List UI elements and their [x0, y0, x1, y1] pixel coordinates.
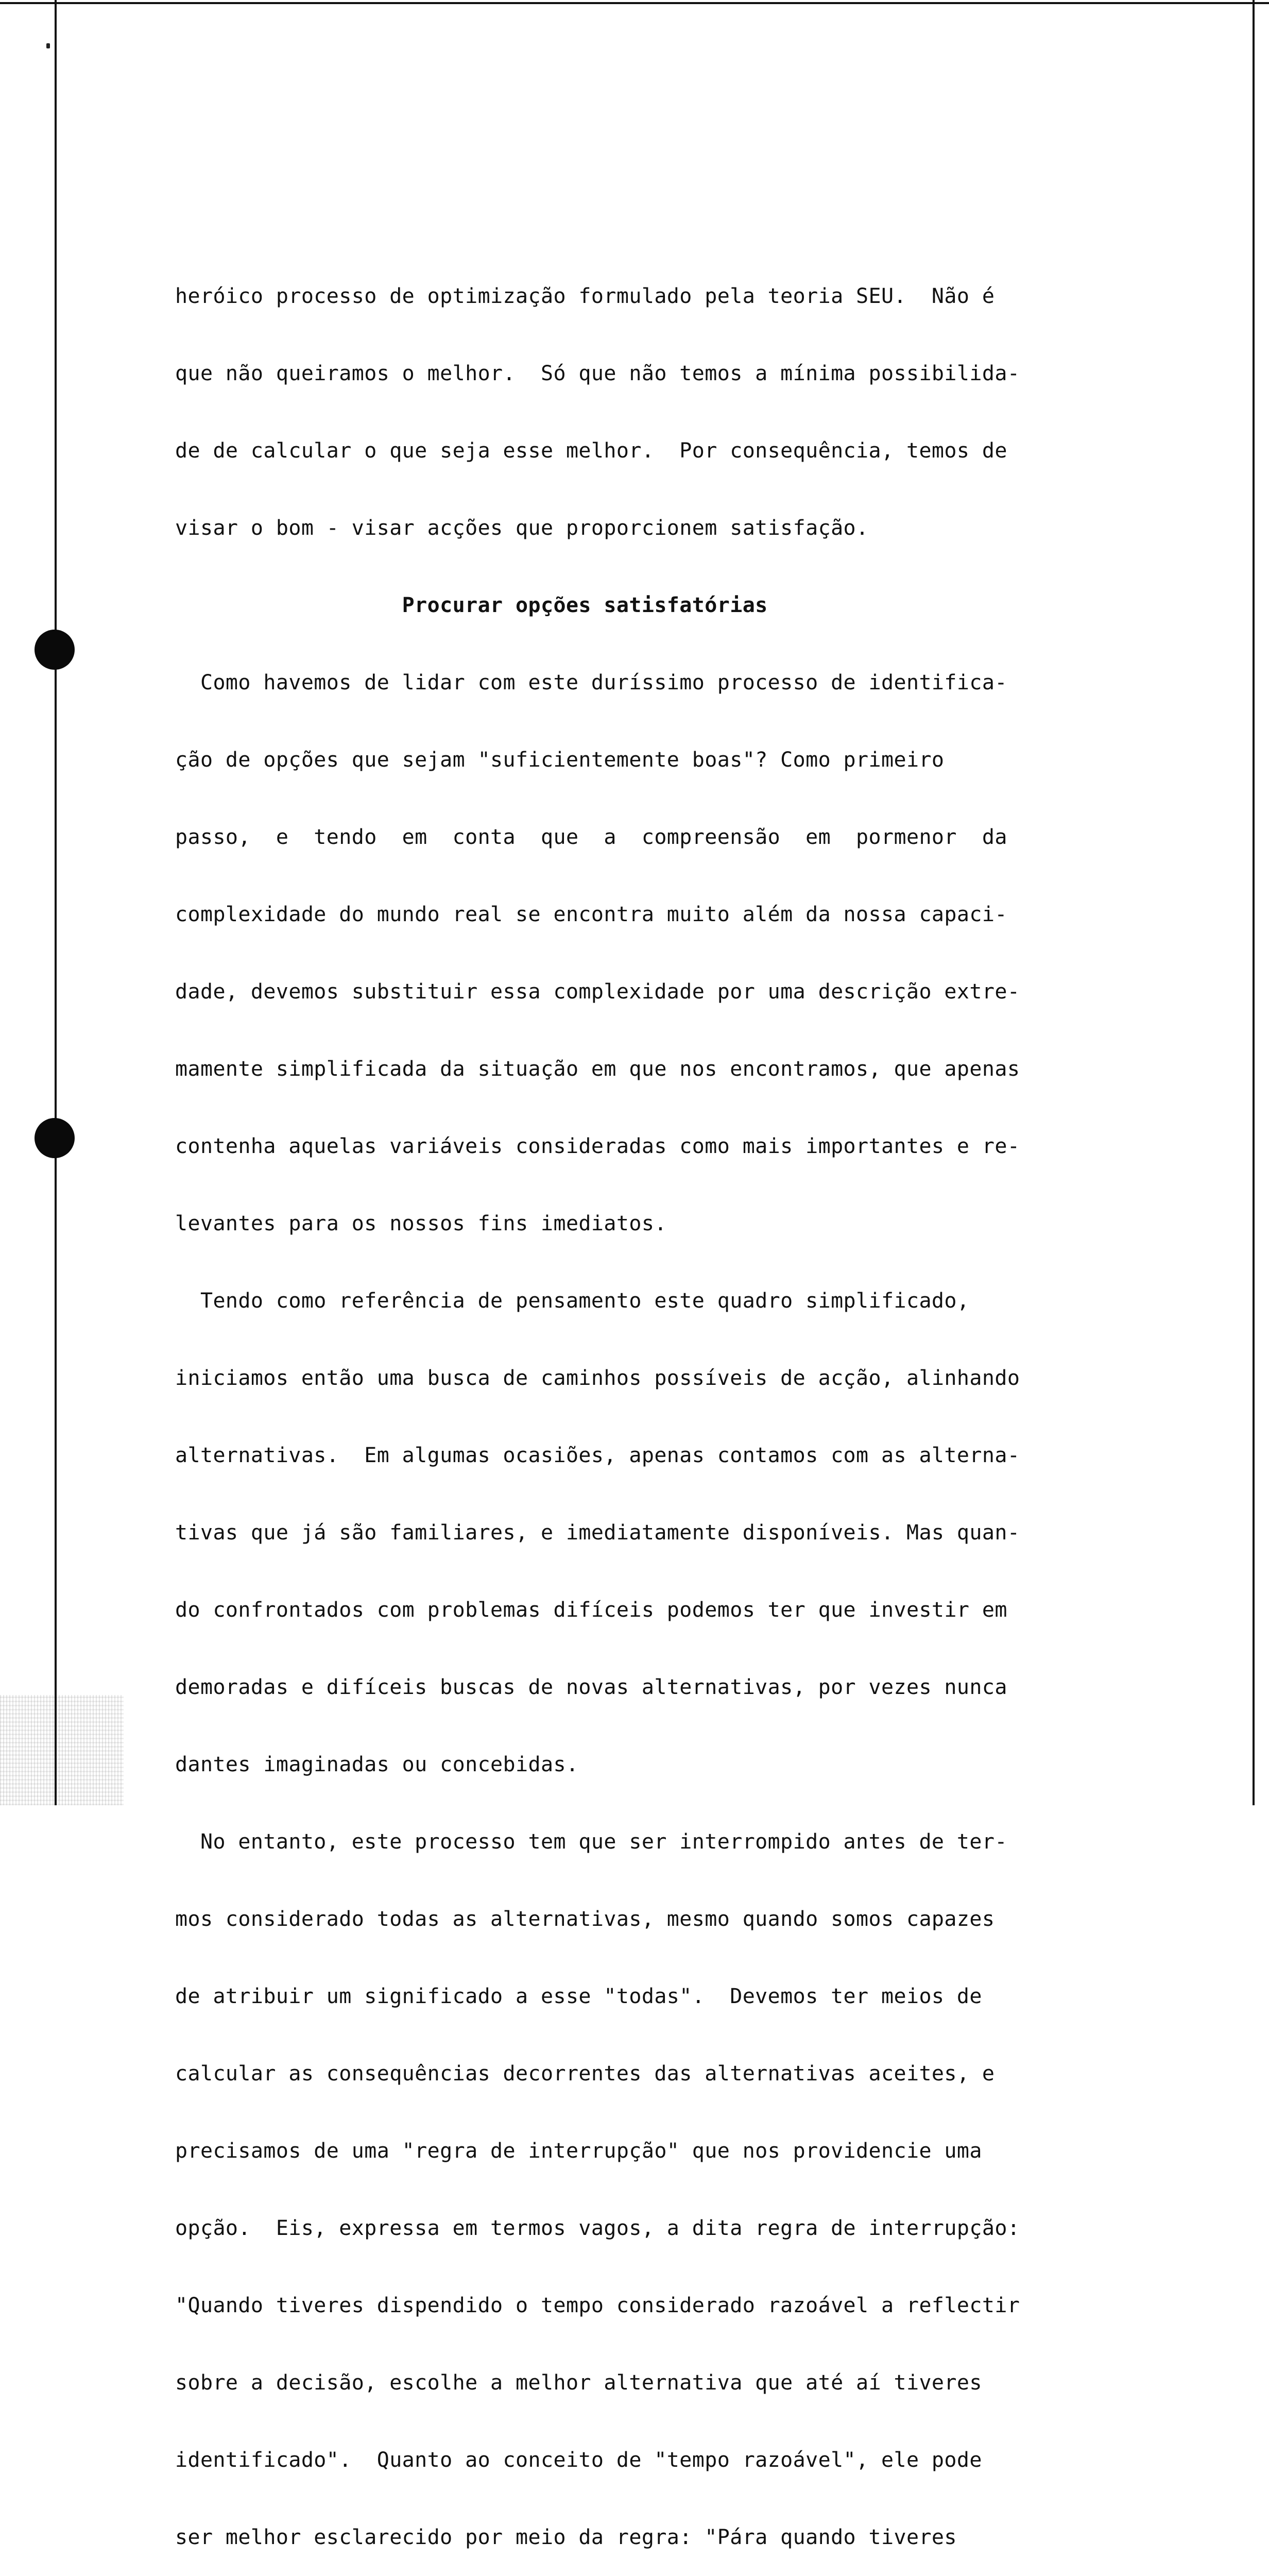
scan-speck	[46, 43, 50, 48]
body-line: sobre a decisão, escolhe a melhor alternativa que até aí tiveres	[175, 2371, 982, 2395]
scan-noise-corner	[0, 1695, 124, 1805]
body-line: ção de opções que sejam "suficientemente boas"? Como primeiro	[175, 748, 945, 772]
body-line: precisamos de uma "regra de interrupção" que nos providencie uma	[175, 2139, 982, 2163]
body-line: "Quando tiveres dispendido o tempo considerado razoável a reflectir	[175, 2294, 1020, 2317]
body-line: complexidade do mundo real se encontra muito além da nossa capaci-	[175, 903, 1007, 926]
body-line: ser melhor esclarecido por meio da regra: "Pára quando tiveres	[175, 2526, 957, 2549]
body-line: opção. Eis, expressa em termos vagos, a dita regra de interrupção:	[175, 2216, 1020, 2240]
body-line: do confrontados com problemas difíceis podemos ter que investir em	[175, 1598, 1007, 1622]
body-line: heróico processo de optimização formulado pela teoria SEU. Não é	[175, 284, 995, 308]
punch-hole-bottom	[35, 1118, 75, 1158]
body-line: identificado". Quanto ao conceito de "tempo razoável", ele pode	[175, 2448, 982, 2472]
body-line: demoradas e difíceis buscas de novas alternativas, por vezes nunca	[175, 1675, 1007, 1699]
body-line: tivas que já são familiares, e imediatamente disponíveis. Mas quan-	[175, 1521, 1020, 1545]
body-line: dade, devemos substituir essa complexidade por uma descrição extre-	[175, 980, 1020, 1004]
page-right-border	[1253, 0, 1255, 1805]
body-line: mamente simplificada da situação em que nos encontramos, que apenas	[175, 1057, 1020, 1081]
body-line: No entanto, este processo tem que ser interrompido antes de ter-	[175, 1830, 1007, 1854]
body-line: alternativas. Em algumas ocasiões, apenas contamos com as alterna-	[175, 1444, 1020, 1467]
punch-hole-top	[35, 630, 75, 670]
body-line: dantes imaginadas ou concebidas.	[175, 1753, 579, 1776]
body-line: passo, e tendo em conta que a compreensão em pormenor da	[175, 825, 1007, 849]
body-line: Tendo como referência de pensamento este quadro simplificado,	[175, 1289, 970, 1313]
body-line: iniciamos então uma busca de caminhos possíveis de acção, alinhando	[175, 1366, 1020, 1390]
body-line: que não queiramos o melhor. Só que não temos a mínima possibilida-	[175, 362, 1020, 385]
body-line: de de calcular o que seja esse melhor. Por consequência, temos de	[175, 439, 1007, 463]
body-line: de atribuir um significado a esse "todas". Devemos ter meios de	[175, 1985, 982, 2008]
document-body	[175, 232, 1040, 2576]
section-heading-procurar: Procurar opções satisfatórias	[175, 594, 768, 617]
body-line: contenha aquelas variáveis consideradas como mais importantes e re-	[175, 1134, 1020, 1158]
body-line: visar o bom - visar acções que proporcionem satisfação.	[175, 516, 869, 540]
body-line: Como havemos de lidar com este duríssimo processo de identifica-	[175, 671, 1007, 694]
body-line: levantes para os nossos fins imediatos.	[175, 1212, 667, 1235]
body-line: calcular as consequências decorrentes das alternativas aceites, e	[175, 2062, 995, 2086]
page-top-border	[0, 2, 1269, 4]
body-line: mos considerado todas as alternativas, mesmo quando somos capazes	[175, 1907, 995, 1931]
page-left-border	[55, 0, 57, 1805]
